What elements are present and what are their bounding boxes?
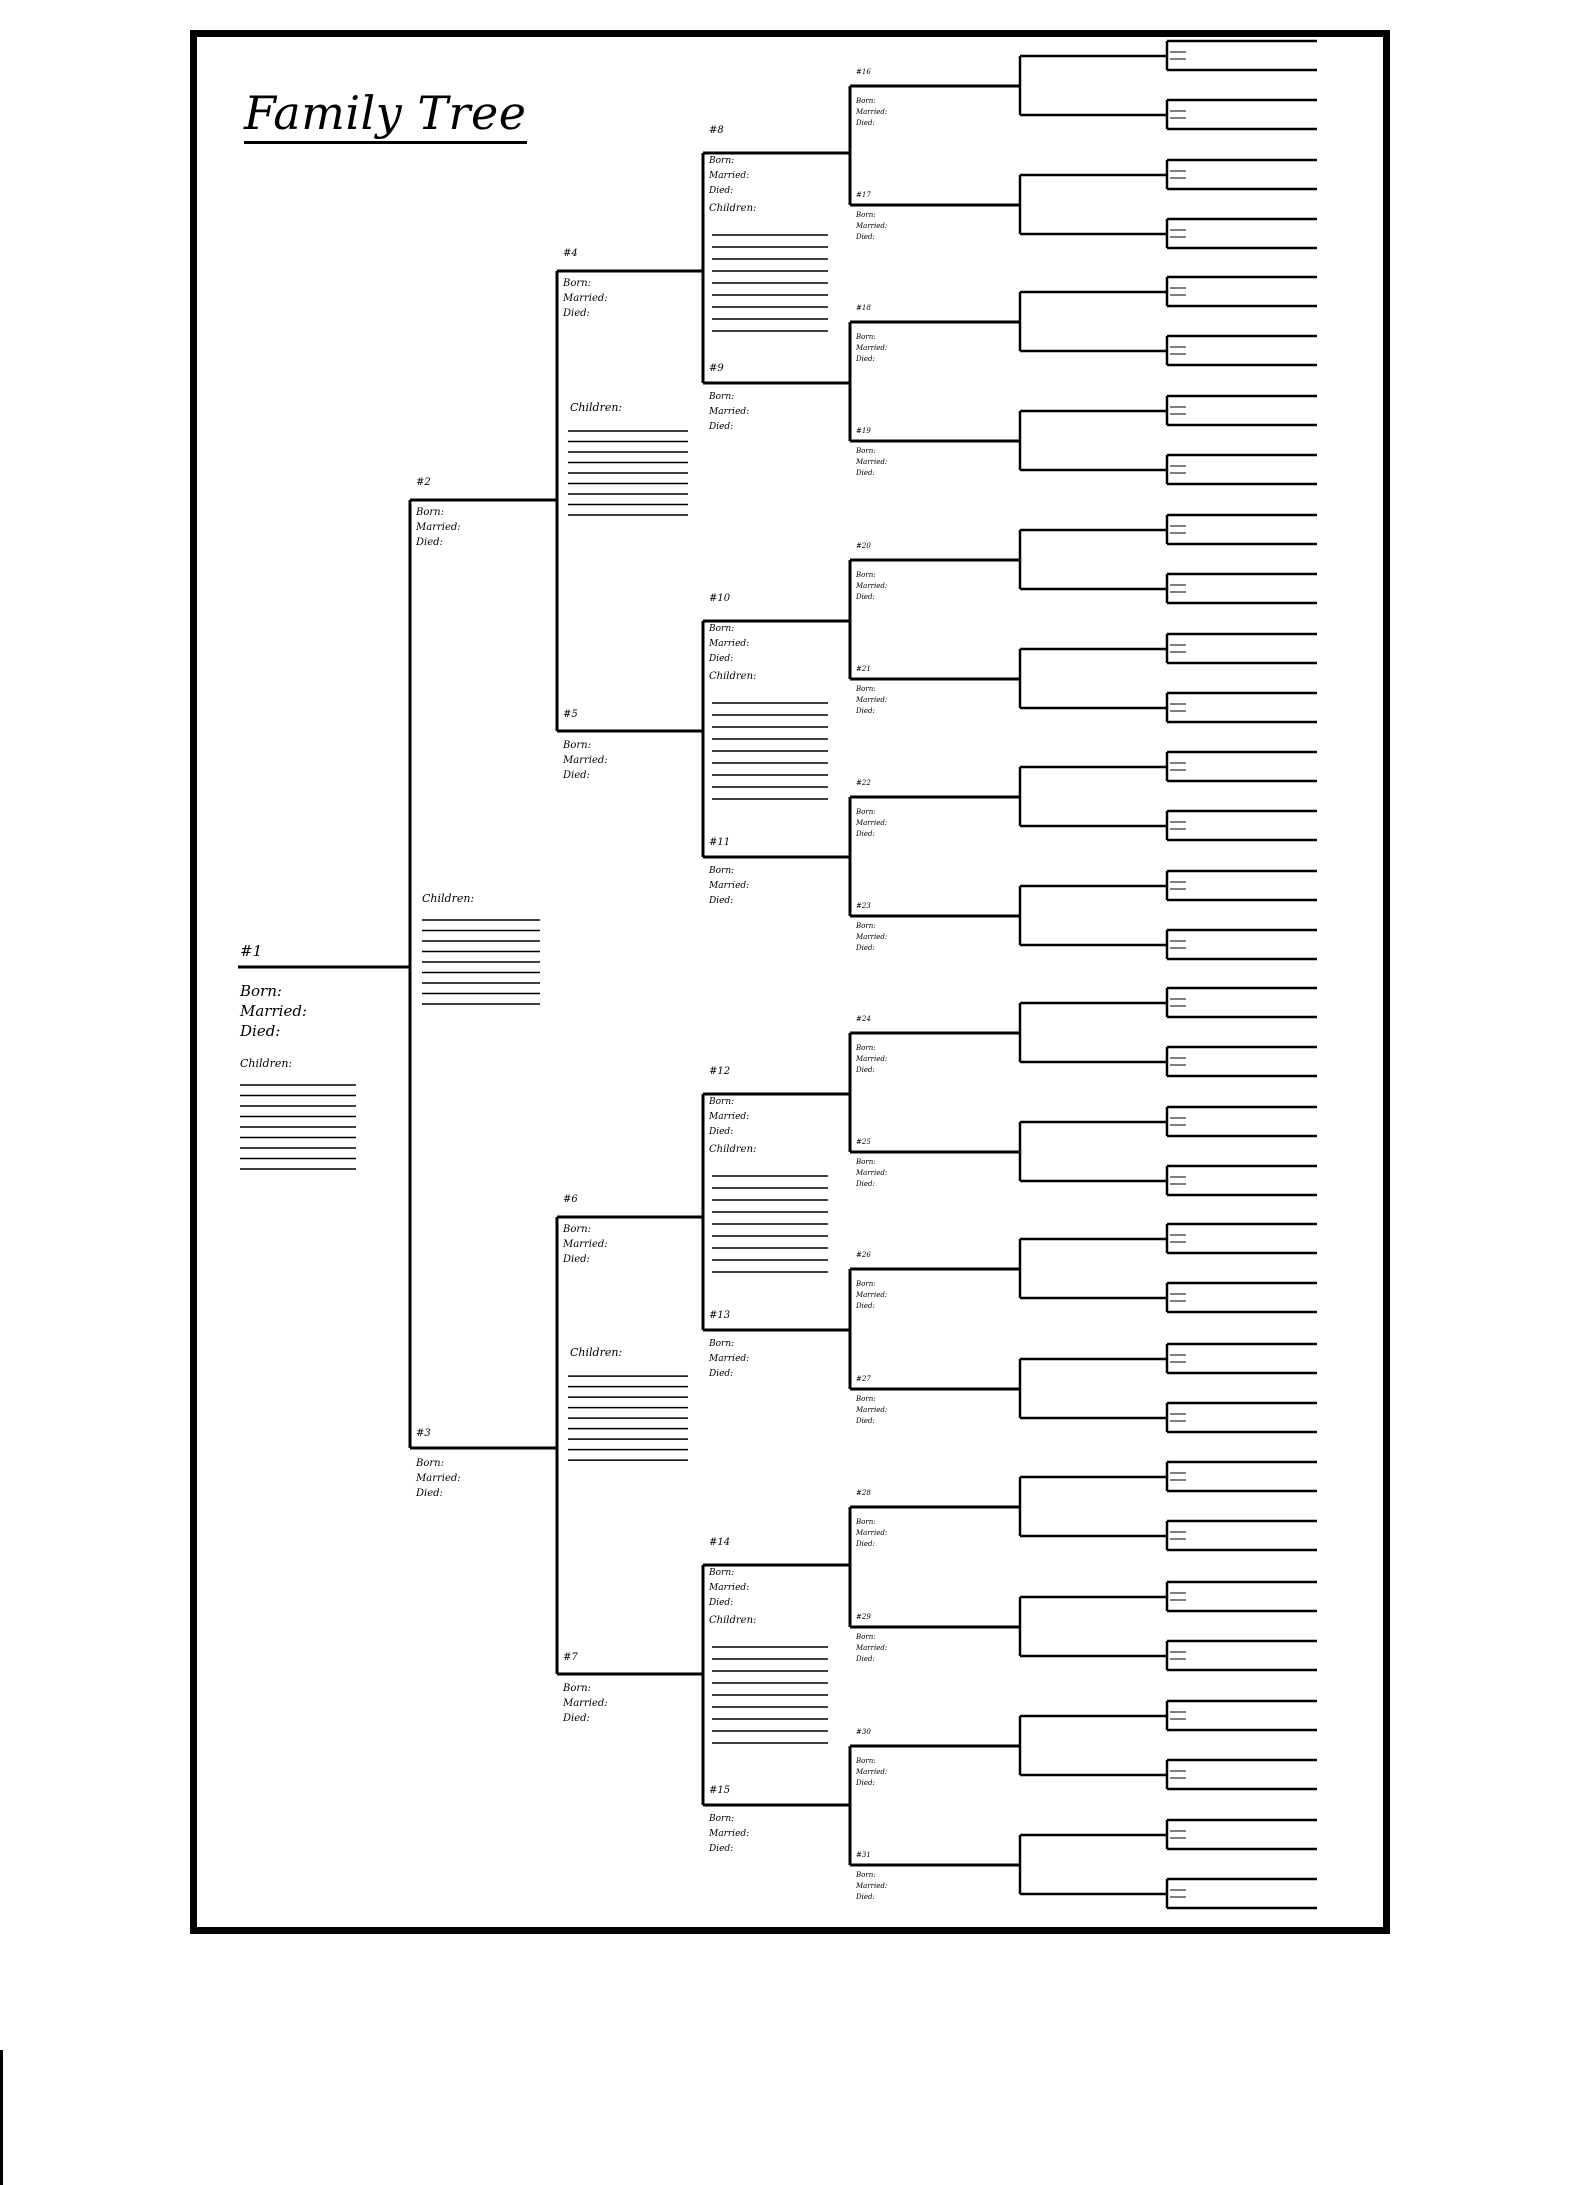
person-29-died-label: Died: xyxy=(856,1655,875,1663)
person-29-born-label: Born: xyxy=(856,1633,876,1641)
person-number: #12 xyxy=(709,1066,731,1077)
person-28-born-label: Born: xyxy=(856,1518,876,1526)
person-19-married-label: Married: xyxy=(856,458,888,466)
person-number: #17 xyxy=(856,191,871,199)
person-30-born-label: Born: xyxy=(856,1757,876,1765)
person-15-died-label: Died: xyxy=(709,1844,734,1854)
person-12-married-label: Married: xyxy=(709,1112,750,1122)
person-24-died-label: Died: xyxy=(856,1066,875,1074)
person-2-died-label: Died: xyxy=(416,537,443,548)
person-9-married-label: Married: xyxy=(709,407,750,417)
person-number: #10 xyxy=(709,593,731,604)
person-21-married-label: Married: xyxy=(856,696,888,704)
person-3-died-label: Died: xyxy=(416,1488,443,1499)
person-3-married-label: Married: xyxy=(416,1473,461,1484)
pair-children-label: Children: xyxy=(709,671,757,682)
person-number: #1 xyxy=(240,942,263,960)
person-1-children-label: Children: xyxy=(240,1057,293,1070)
person-number: #8 xyxy=(709,125,724,136)
pair-children-label: Children: xyxy=(570,1346,623,1360)
person-19-born-label: Born: xyxy=(856,447,876,455)
person-25-born-label: Born: xyxy=(856,1158,876,1166)
person-26-married-label: Married: xyxy=(856,1291,888,1299)
person-8-born-label: Born: xyxy=(709,156,735,166)
person-20-died-label: Died: xyxy=(856,593,875,601)
pair-children-label: Children: xyxy=(709,203,757,214)
person-22-died-label: Died: xyxy=(856,830,875,838)
person-number: #20 xyxy=(856,542,871,550)
person-number: #22 xyxy=(856,779,871,787)
person-18-born-label: Born: xyxy=(856,333,876,341)
person-16-died-label: Died: xyxy=(856,119,875,127)
person-16-born-label: Born: xyxy=(856,97,876,105)
person-number: #7 xyxy=(563,1652,578,1663)
person-20-born-label: Born: xyxy=(856,571,876,579)
person-17-died-label: Died: xyxy=(856,233,875,241)
person-number: #3 xyxy=(416,1428,431,1439)
person-number: #19 xyxy=(856,427,871,435)
person-number: #4 xyxy=(563,248,578,259)
person-5-died-label: Died: xyxy=(563,770,590,781)
person-15-married-label: Married: xyxy=(709,1829,750,1839)
person-31-died-label: Died: xyxy=(856,1893,875,1901)
person-18-married-label: Married: xyxy=(856,344,888,352)
person-4-died-label: Died: xyxy=(563,308,590,319)
person-11-born-label: Born: xyxy=(709,866,735,876)
person-19-died-label: Died: xyxy=(856,469,875,477)
person-2-married-label: Married: xyxy=(416,522,461,533)
person-2-born-label: Born: xyxy=(416,507,444,518)
person-number: #24 xyxy=(856,1015,871,1023)
person-4-born-label: Born: xyxy=(563,278,591,289)
person-20-married-label: Married: xyxy=(856,582,888,590)
person-number: #26 xyxy=(856,1251,871,1259)
person-28-died-label: Died: xyxy=(856,1540,875,1548)
person-31-married-label: Married: xyxy=(856,1882,888,1890)
person-9-died-label: Died: xyxy=(709,422,734,432)
person-number: #16 xyxy=(856,68,871,76)
person-3-born-label: Born: xyxy=(416,1458,444,1469)
person-27-died-label: Died: xyxy=(856,1417,875,1425)
person-6-married-label: Married: xyxy=(563,1239,608,1250)
pair-children-label: Children: xyxy=(709,1144,757,1155)
person-31-born-label: Born: xyxy=(856,1871,876,1879)
person-23-married-label: Married: xyxy=(856,933,888,941)
person-6-died-label: Died: xyxy=(563,1254,590,1265)
person-number: #11 xyxy=(709,837,731,848)
person-number: #30 xyxy=(856,1728,871,1736)
person-21-born-label: Born: xyxy=(856,685,876,693)
person-16-married-label: Married: xyxy=(856,108,888,116)
person-24-married-label: Married: xyxy=(856,1055,888,1063)
person-29-married-label: Married: xyxy=(856,1644,888,1652)
person-1-died-label: Died: xyxy=(240,1022,281,1040)
person-17-married-label: Married: xyxy=(856,222,888,230)
person-28-married-label: Married: xyxy=(856,1529,888,1537)
person-number: #13 xyxy=(709,1310,731,1321)
pair-children-label: Children: xyxy=(570,401,623,414)
person-number: #14 xyxy=(709,1537,731,1548)
person-10-married-label: Married: xyxy=(709,639,750,649)
person-number: #23 xyxy=(856,902,871,910)
pair-children-label: Children: xyxy=(422,892,475,905)
person-7-died-label: Died: xyxy=(563,1713,590,1724)
person-26-died-label: Died: xyxy=(856,1302,875,1310)
pair-children-label: Children: xyxy=(709,1615,757,1626)
person-number: #9 xyxy=(709,363,724,374)
person-number: #25 xyxy=(856,1138,871,1146)
person-21-died-label: Died: xyxy=(856,707,875,715)
person-number: #2 xyxy=(416,477,431,488)
person-7-born-label: Born: xyxy=(563,1683,591,1694)
person-8-died-label: Died: xyxy=(709,186,734,196)
page-title: Family Tree xyxy=(244,88,527,144)
person-22-born-label: Born: xyxy=(856,808,876,816)
person-27-born-label: Born: xyxy=(856,1395,876,1403)
person-5-married-label: Married: xyxy=(563,755,608,766)
person-23-died-label: Died: xyxy=(856,944,875,952)
person-1-married-label: Married: xyxy=(240,1002,307,1020)
person-6-born-label: Born: xyxy=(563,1224,591,1235)
person-14-died-label: Died: xyxy=(709,1598,734,1608)
person-12-born-label: Born: xyxy=(709,1097,735,1107)
person-13-born-label: Born: xyxy=(709,1339,735,1349)
person-14-married-label: Married: xyxy=(709,1583,750,1593)
person-30-married-label: Married: xyxy=(856,1768,888,1776)
person-10-died-label: Died: xyxy=(709,654,734,664)
person-number: #29 xyxy=(856,1613,871,1621)
person-15-born-label: Born: xyxy=(709,1814,735,1824)
person-1-born-label: Born: xyxy=(240,982,282,1000)
person-25-died-label: Died: xyxy=(856,1180,875,1188)
person-7-married-label: Married: xyxy=(563,1698,608,1709)
person-25-married-label: Married: xyxy=(856,1169,888,1177)
person-17-born-label: Born: xyxy=(856,211,876,219)
person-9-born-label: Born: xyxy=(709,392,735,402)
person-13-died-label: Died: xyxy=(709,1369,734,1379)
person-number: #31 xyxy=(856,1851,871,1859)
person-12-died-label: Died: xyxy=(709,1127,734,1137)
person-23-born-label: Born: xyxy=(856,922,876,930)
person-22-married-label: Married: xyxy=(856,819,888,827)
person-30-died-label: Died: xyxy=(856,1779,875,1787)
person-number: #27 xyxy=(856,1375,871,1383)
person-24-born-label: Born: xyxy=(856,1044,876,1052)
person-13-married-label: Married: xyxy=(709,1354,750,1364)
person-10-born-label: Born: xyxy=(709,624,735,634)
person-5-born-label: Born: xyxy=(563,740,591,751)
person-number: #5 xyxy=(563,709,578,720)
person-number: #21 xyxy=(856,665,871,673)
person-27-married-label: Married: xyxy=(856,1406,888,1414)
person-14-born-label: Born: xyxy=(709,1568,735,1578)
person-18-died-label: Died: xyxy=(856,355,875,363)
person-8-married-label: Married: xyxy=(709,171,750,181)
person-number: #28 xyxy=(856,1489,871,1497)
person-4-married-label: Married: xyxy=(563,293,608,304)
person-number: #18 xyxy=(856,304,871,312)
person-number: #15 xyxy=(709,1785,731,1796)
person-11-married-label: Married: xyxy=(709,881,750,891)
person-number: #6 xyxy=(563,1194,578,1205)
person-26-born-label: Born: xyxy=(856,1280,876,1288)
person-11-died-label: Died: xyxy=(709,896,734,906)
